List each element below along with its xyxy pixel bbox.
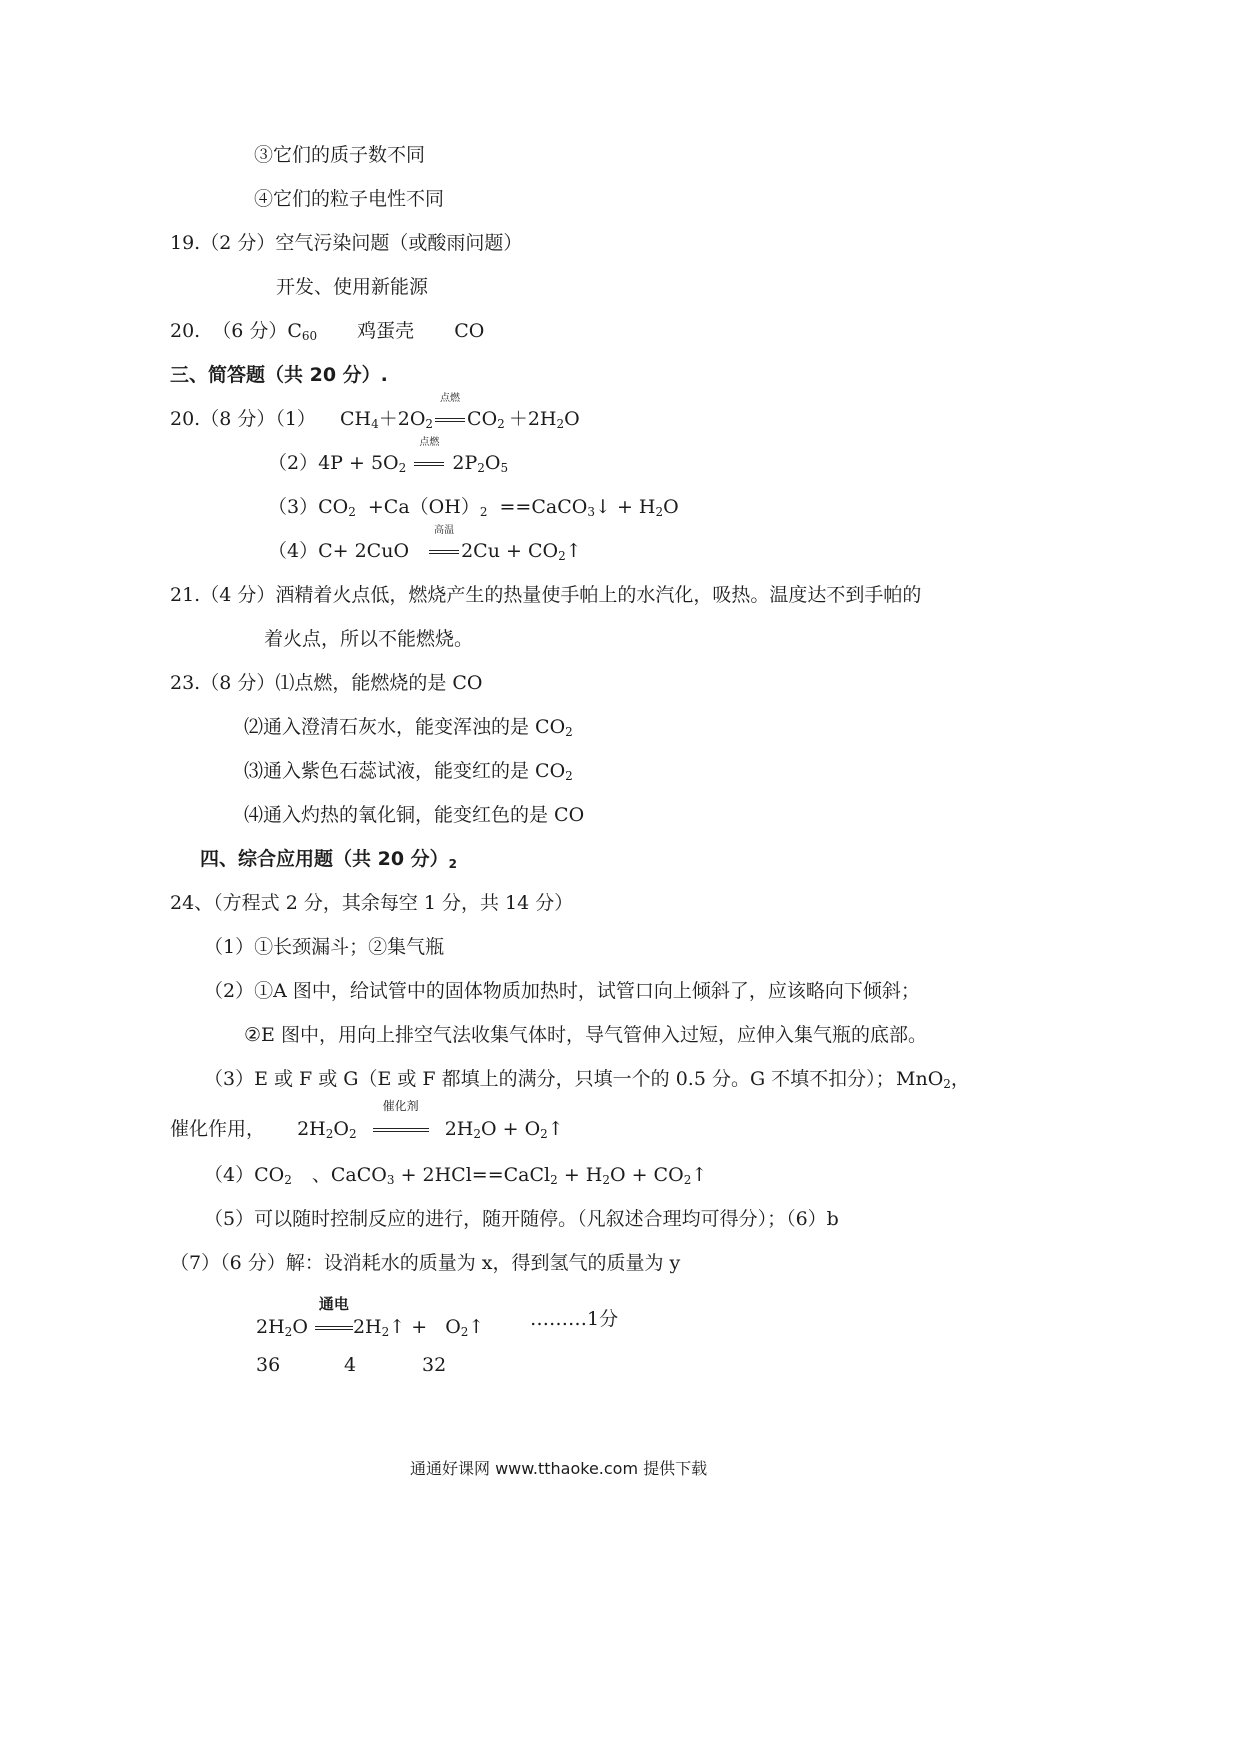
- q20-equation-2: （2）4P + 5O2 点燃 2P2O5: [268, 437, 509, 475]
- answer-line-3: ③它们的质子数不同: [254, 144, 426, 166]
- score-note: ………1分: [530, 1308, 619, 1330]
- q24-part-5: （5）可以随时控制反应的进行，随开随停。（凡叙述合理均可得分）；（6）b: [204, 1208, 839, 1230]
- q24-line: 24、（方程式 2 分，其余每空 1 分，共 14 分）: [170, 892, 574, 914]
- molar-mass-36: 36: [256, 1354, 281, 1376]
- q24-part-3a: （3）E 或 F 或 G（E 或 F 都填上的满分，只填一个的 0.5 分。G 不填不扣分）；: [204, 1068, 895, 1090]
- electrolysis-equation: 2H2O 通电 2H2↑ + O2↑: [256, 1295, 485, 1339]
- q21-line-1: 21.（4 分）酒精着火点低，燃烧产生的热量使手帕上的水汽化，吸热。温度达不到手帕的: [170, 584, 922, 606]
- q23-line-4: ⑷通入灼热的氧化铜，能变红色的是 CO: [244, 804, 585, 826]
- q23-line-3: ⑶通入紫色石蕊试液，能变红的是 CO2: [244, 760, 573, 783]
- q20-equation-1: 20.（8 分）（1） CH4＋2O2 点燃 CO2 ＋2H2O: [170, 393, 580, 431]
- section-heading-3: 三、简答题（共 20 分）.: [170, 364, 388, 386]
- q24-part-2a: （2）①A 图中，给试管中的固体物质加热时，试管口向上倾斜了，应该略向下倾斜；: [204, 980, 920, 1002]
- page-footer: 通通好课网 www.tthaoke.com 提供下载: [410, 1459, 708, 1478]
- q21-line-2: 着火点，所以不能燃烧。: [264, 628, 474, 650]
- q24-part-2b: ②E 图中，用向上排空气法收集气体时，导气管伸入过短，应伸入集气瓶的底部。: [244, 1024, 927, 1046]
- molar-mass-32: 32: [422, 1354, 447, 1376]
- answer-line-4: ④它们的粒子电性不同: [254, 188, 445, 210]
- q20-equation-3: （3）CO2 +Ca（OH）2 ==CaCO3↓ + H2O: [268, 496, 679, 519]
- q23-line-2: ⑵通入澄清石灰水，能变浑浊的是 CO2: [244, 716, 573, 739]
- q20-equation-4: （4）C+ 2CuO 高温 2Cu + CO2↑: [268, 525, 582, 563]
- q23-line-1: 23.（8 分）⑴点燃，能燃烧的是 CO: [170, 672, 483, 694]
- q19-line-2: 开发、使用新能源: [276, 276, 429, 298]
- q24-part-3-catalyst: MnO2，: [896, 1068, 970, 1091]
- q24-part-7: （7）（6 分）解：设消耗水的质量为 x，得到氢气的质量为 y: [170, 1252, 681, 1274]
- q19-line: 19.（2 分）空气污染问题（或酸雨问题）: [170, 232, 523, 254]
- molar-mass-4: 4: [344, 1354, 357, 1376]
- q24-part-3-equation: 催化作用， 2H2O2 催化剂 2H2O + O2↑: [170, 1099, 564, 1141]
- q24-part-1: （1）①长颈漏斗；②集气瓶: [204, 936, 445, 958]
- section-heading-4: 四、综合应用题（共 20 分）2: [200, 848, 458, 871]
- q24-part-4: （4）CO2 、CaCO3 + 2HCl==CaCl2 + H2O + CO2↑: [204, 1164, 708, 1187]
- q20-fill-line: 20. （6 分）C60 鸡蛋壳 CO: [170, 320, 485, 343]
